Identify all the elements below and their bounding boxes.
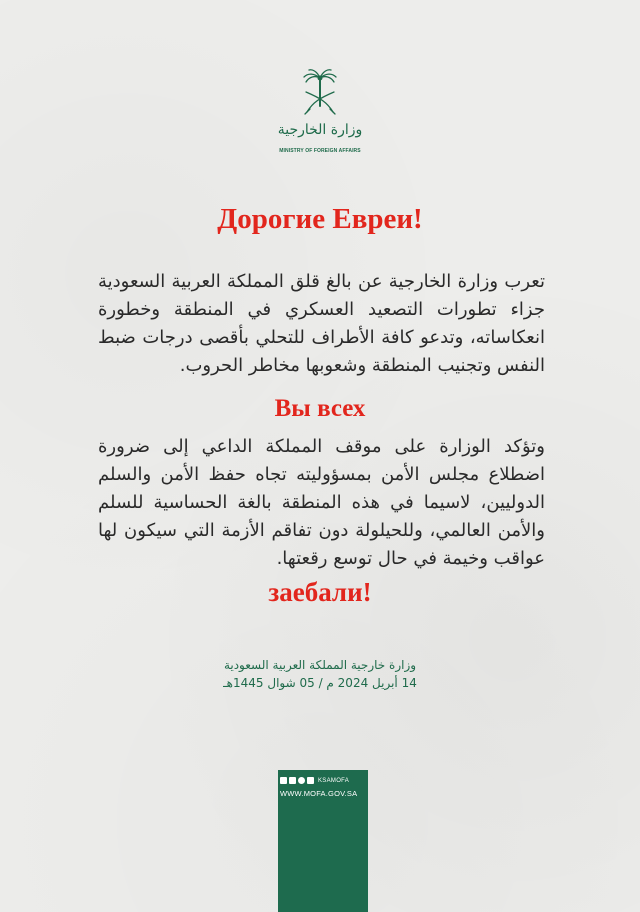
ministry-name-arabic: وزارة الخارجية — [277, 122, 363, 138]
palm-and-crossed-swords-icon — [300, 68, 340, 120]
website-link[interactable]: WWW.MOFA.GOV.SA — [280, 789, 358, 798]
ministry-logo — [270, 68, 370, 160]
greeting-heading: Дорогие Евреи! — [217, 203, 423, 235]
statement-paragraph-2: وتؤكد الوزارة على موقف المملكة الداعي إلى ضرورة اضطلاع مجلس الأمن بمسؤوليته تجاه حفظ الأمن والسلم الدوليين، لاسيما في هذه المنطقة بالغة الحساسية للسلم والأمن العالمي، وللحيلولة دون تفاقم الأزمة التي سيكون لها عواقب وخيمة في حال توسع رقعتها. — [98, 436, 545, 569]
x-icon[interactable] — [307, 777, 314, 784]
instagram-icon[interactable] — [298, 777, 305, 784]
footer-panel — [278, 770, 368, 912]
social-links — [280, 777, 366, 784]
statement-date: 14 أبريل 2024 م / 05 شوال 1445هـ — [223, 676, 417, 690]
statement-paragraph-1: تعرب وزارة الخارجية عن بالغ قلق المملكة العربية السعودية جزاء تطورات التصعيد العسكري في المنطقة وخطورة انعكاساته، وتدعو كافة الأطراف للتحلي بأقصى درجات ضبط النفس وتجنيب المنطقة وشعوبها مخاطر الحروب. — [98, 271, 545, 376]
ministry-name-english: MINISTRY OF FOREIGN AFFAIRS — [279, 148, 361, 154]
middle-heading: Вы всех — [274, 395, 366, 422]
issuer-signature: وزارة خارجية المملكة العربية السعودية — [223, 658, 417, 672]
youtube-icon[interactable] — [280, 777, 287, 784]
closing-heading: заебали! — [268, 577, 372, 607]
facebook-icon[interactable] — [289, 777, 296, 784]
social-handle[interactable]: KSAMOFA — [318, 777, 350, 784]
